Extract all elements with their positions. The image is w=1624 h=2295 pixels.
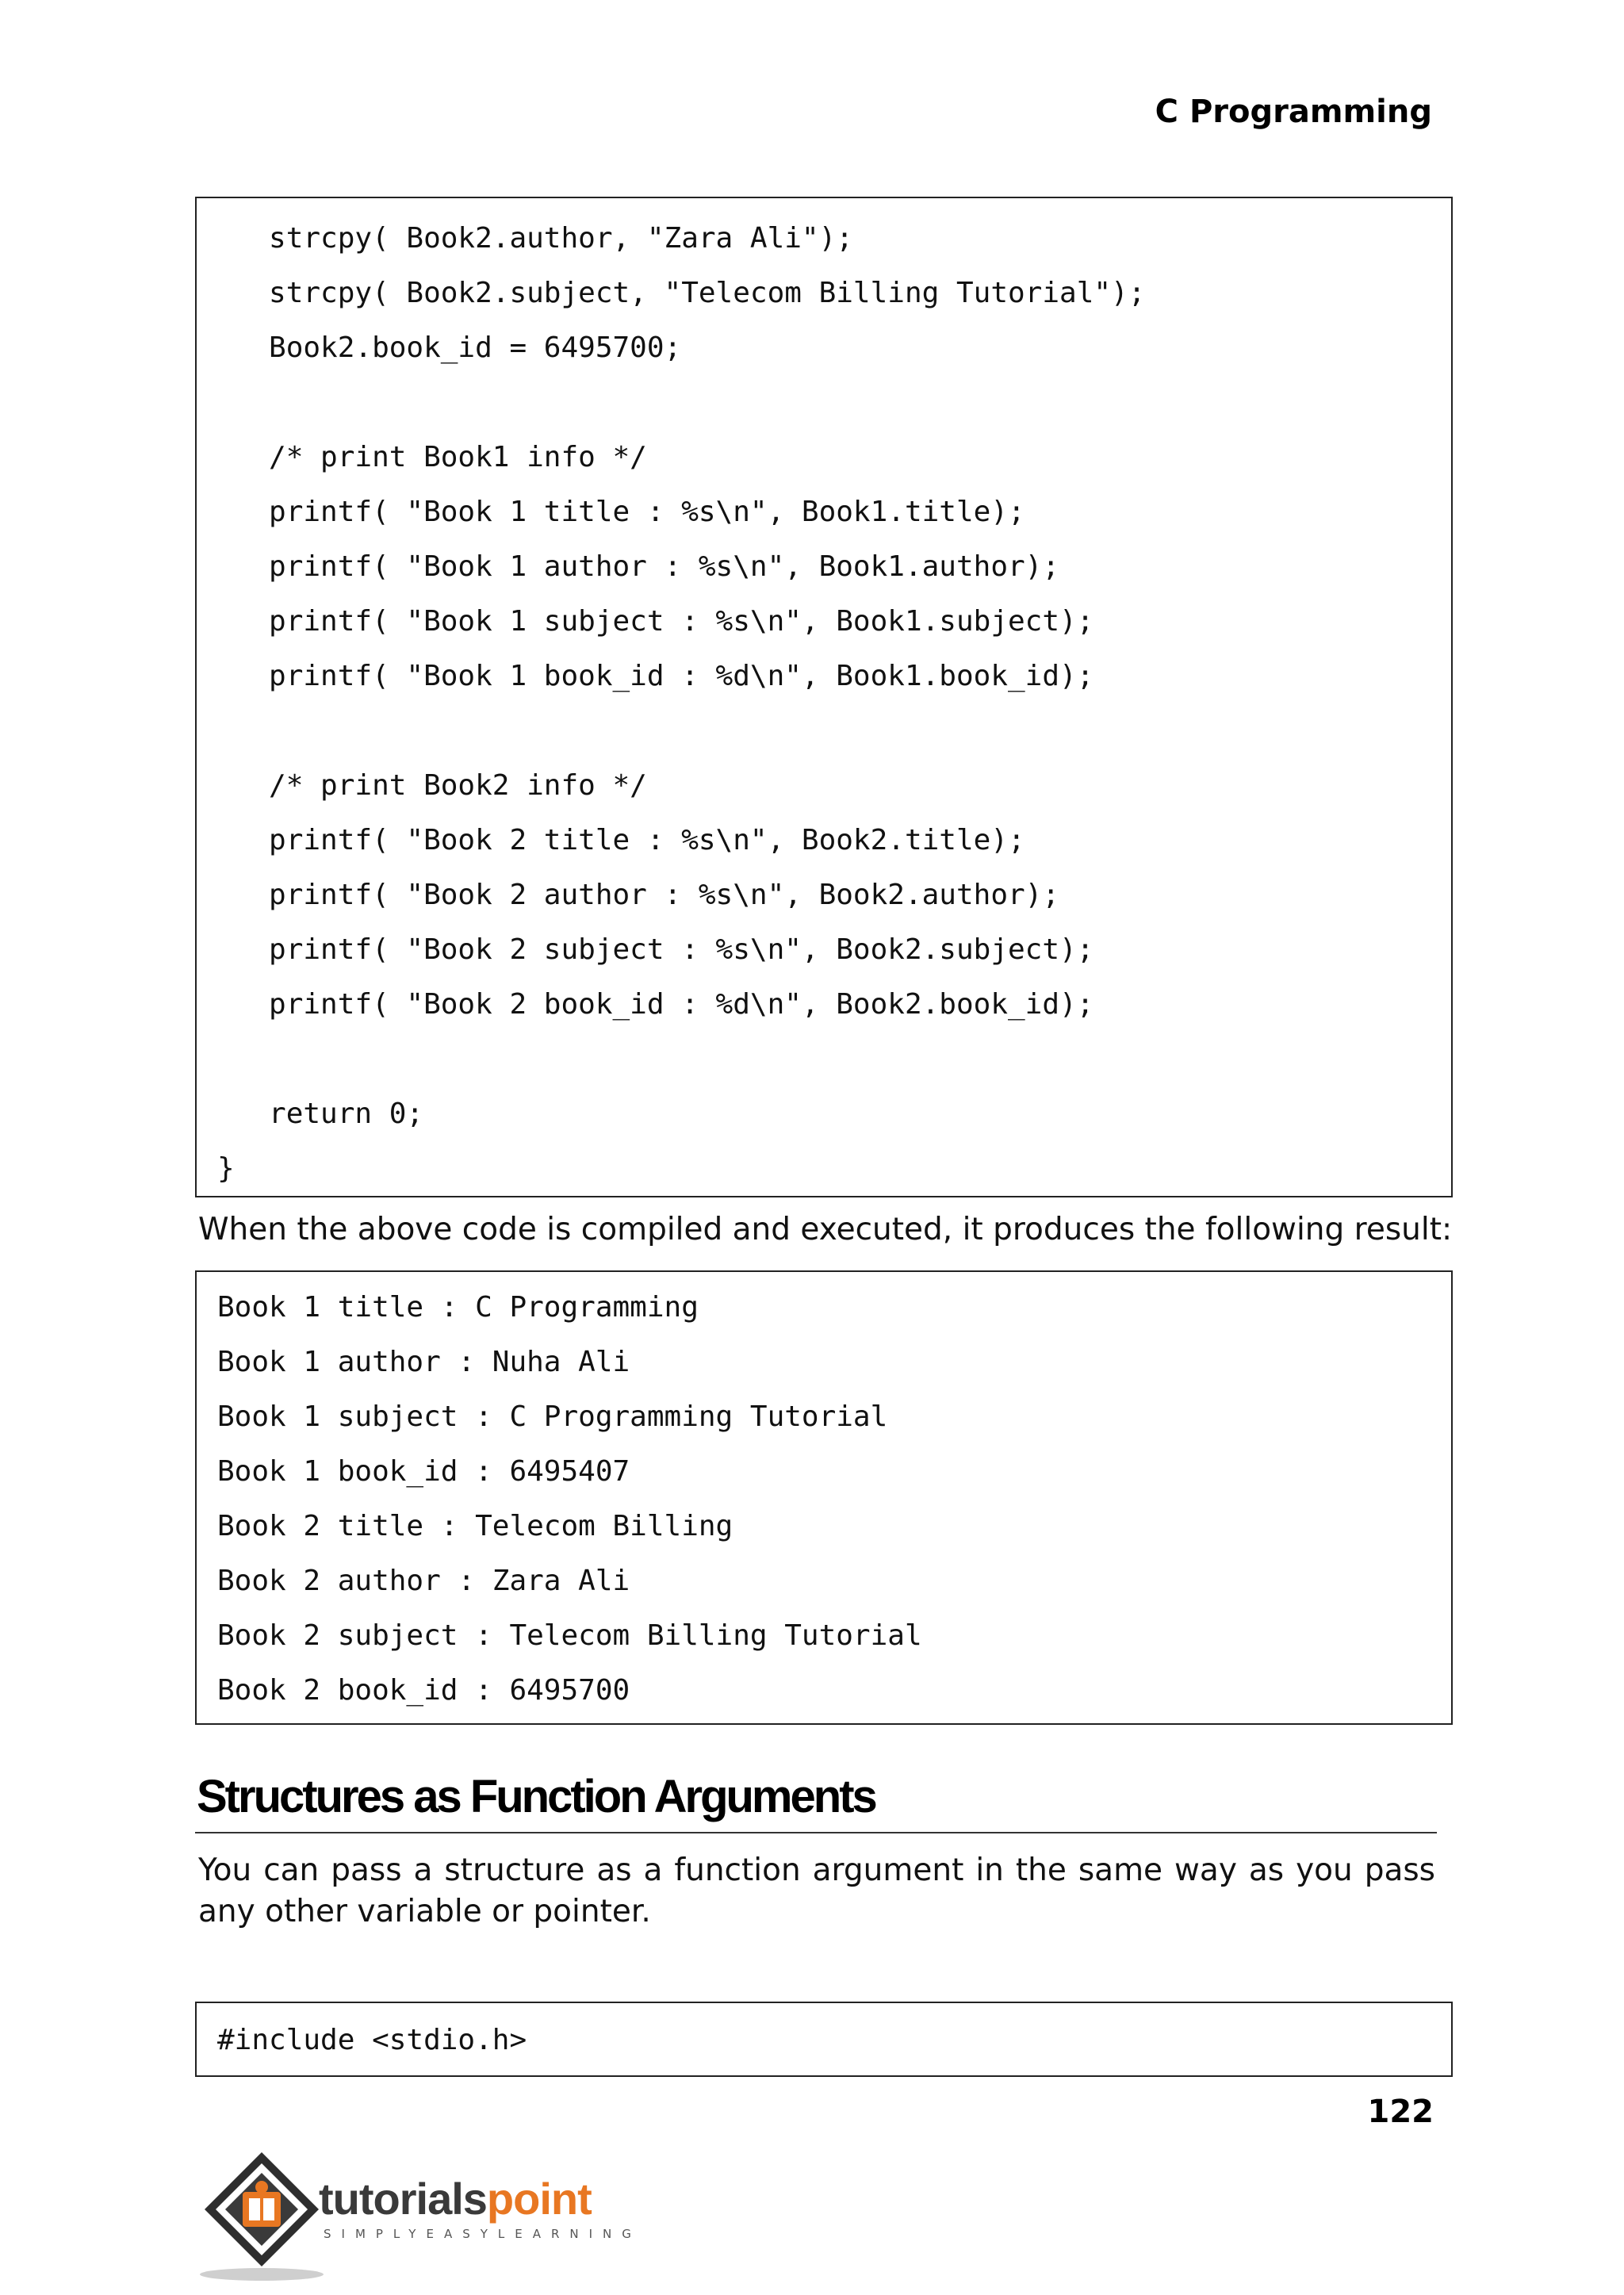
code-line: Book2.book_id = 6495700; — [217, 331, 682, 364]
code-line: printf( "Book 1 title : %s\n", Book1.title); — [217, 496, 1025, 528]
code-block — [195, 197, 1453, 1197]
code-line — [217, 375, 1451, 430]
logo-tagline: SIMPLYEASYLEARNING — [324, 2227, 642, 2241]
code-line: } — [217, 1152, 235, 1185]
logo-word-tutorials: tutorials — [319, 2174, 487, 2224]
logo-word-point: point — [486, 2174, 592, 2224]
output-line: Book 2 title : Telecom Billing — [217, 1510, 733, 1542]
code-line: /* print Book2 info */ — [217, 769, 647, 802]
output-block — [195, 1270, 1453, 1725]
code-line: #include <stdio.h> — [217, 2024, 527, 2056]
output-line: Book 2 book_id : 6495700 — [217, 1674, 630, 1707]
heading-underline — [195, 1832, 1437, 1833]
output-line: Book 2 author : Zara Ali — [217, 1565, 630, 1597]
running-header: C Programming — [1155, 94, 1432, 130]
section-paragraph: You can pass a structure as a function argument in the same way as you pass any other variable or pointer. — [198, 1852, 1435, 1929]
code-line: printf( "Book 2 subject : %s\n", Book2.subject); — [217, 933, 1094, 966]
code-line: printf( "Book 2 author : %s\n", Book2.author); — [217, 879, 1060, 911]
code-line: strcpy( Book2.subject, "Telecom Billing Tutorial"); — [217, 277, 1146, 309]
section-heading: Structures as Function Arguments — [197, 1771, 875, 1822]
code-line: printf( "Book 2 title : %s\n", Book2.title); — [217, 824, 1025, 856]
page-number: 122 — [1367, 2094, 1434, 2130]
output-line: Book 2 subject : Telecom Billing Tutorial — [217, 1619, 922, 1652]
code-line: printf( "Book 1 author : %s\n", Book1.author); — [217, 550, 1060, 583]
output-line: Book 1 subject : C Programming Tutorial — [217, 1400, 888, 1433]
code-block — [195, 2002, 1453, 2077]
code-line — [217, 703, 1451, 758]
code-line: printf( "Book 2 book_id : %d\n", Book2.book_id); — [217, 988, 1094, 1021]
output-line: Book 1 book_id : 6495407 — [217, 1455, 630, 1488]
output-line: Book 1 title : C Programming — [217, 1291, 699, 1324]
code-line: /* print Book1 info */ — [217, 441, 647, 473]
output-line: Book 1 author : Nuha Ali — [217, 1346, 630, 1378]
code-line: printf( "Book 1 subject : %s\n", Book1.subject); — [217, 605, 1094, 638]
code-line: strcpy( Book2.author, "Zara Ali"); — [217, 222, 853, 255]
result-intro-text: When the above code is compiled and executed, it produces the following result: — [198, 1212, 1453, 1247]
code-line — [217, 1032, 1451, 1086]
logo-wordmark — [319, 2173, 592, 2224]
code-line: return 0; — [217, 1098, 424, 1130]
code-line: printf( "Book 1 book_id : %d\n", Book1.book_id); — [217, 660, 1094, 692]
